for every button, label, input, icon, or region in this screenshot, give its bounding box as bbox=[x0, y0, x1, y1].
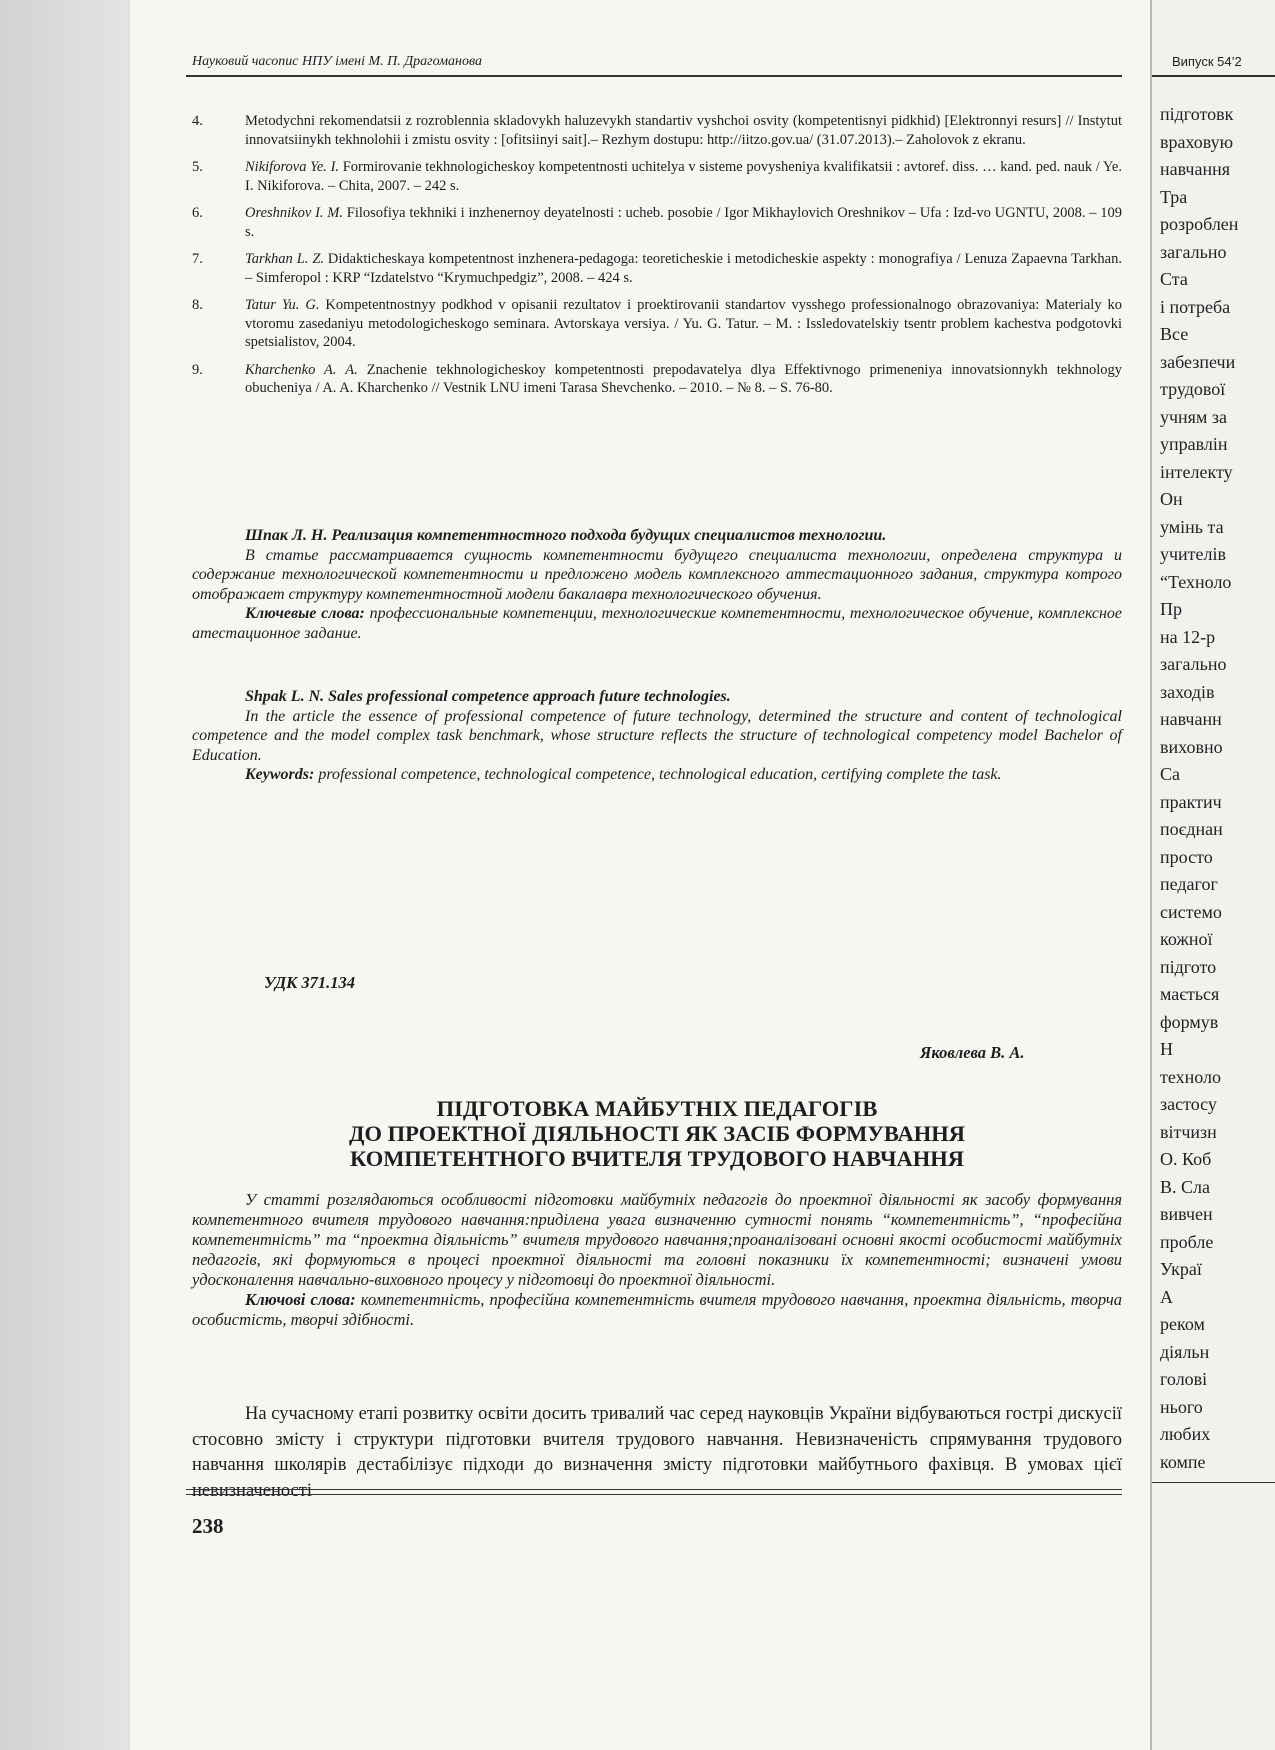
title-line: ДО ПРОЕКТНОЇ ДІЯЛЬНОСТІ ЯК ЗАСІБ ФОРМУВАННЯ bbox=[349, 1121, 965, 1146]
abstract-ru-keywords-label: Ключевые слова: bbox=[245, 605, 365, 622]
adjacent-line: Ста bbox=[1160, 269, 1188, 289]
adjacent-line: умінь та bbox=[1160, 516, 1224, 537]
reference-list bbox=[192, 112, 1122, 407]
abstract-en-keywords-label: Keywords: bbox=[245, 766, 315, 783]
article-author: Яковлева В. А. bbox=[920, 1043, 1025, 1062]
adjacent-line: управлін bbox=[1160, 434, 1228, 454]
adjacent-line: і потреба bbox=[1160, 296, 1231, 317]
adjacent-line: реком bbox=[1160, 1314, 1205, 1334]
adjacent-line: мається bbox=[1160, 984, 1220, 1004]
adjacent-line: на 12-р bbox=[1160, 626, 1216, 647]
abstract-russian bbox=[192, 526, 1122, 643]
adjacent-page-header: Випуск 54’2 bbox=[1172, 54, 1242, 69]
adjacent-line: забезпечи bbox=[1160, 351, 1236, 372]
reference-number: 9. bbox=[192, 361, 203, 378]
reference-text: Kompetentnostnyy podkhod v opisanii rezultatov i proektirovanii standartov vysshego professionalnogo obrazovaniya: Materialy ko vtoromu zasedaniyu metodologicheskogo seminara. Avtorskaya versiya. / Yu. G. Tatur. – M. : Issledovatelskiy tsentr problem kachestva podgotovki spetsialistov, 2004. bbox=[245, 297, 1123, 350]
title-line: ПІДГОТОВКА МАЙБУТНІХ ПЕДАГОГІВ bbox=[436, 1096, 878, 1121]
reference-body bbox=[245, 204, 1122, 241]
footer-rule bbox=[186, 1494, 1122, 1495]
adjacent-line: формув bbox=[1160, 1011, 1219, 1032]
udk-code: УДК 371.134 bbox=[264, 973, 356, 992]
adjacent-line: нього bbox=[1160, 1396, 1203, 1417]
adjacent-line: діяльн bbox=[1160, 1341, 1210, 1362]
reference-author: Tarkhan L. Z. bbox=[245, 251, 325, 267]
abstract-ru-keywords: профессиональные компетенции, технологические компетентности, технологическое обучение, комплексное атестационное задание. bbox=[192, 605, 1123, 642]
abstract-en-title: Shpak L. N. Sales professional competence approach future technologies. bbox=[245, 688, 731, 705]
adjacent-line: Все bbox=[1160, 324, 1189, 344]
adjacent-line: В. Сла bbox=[1160, 1176, 1210, 1197]
adjacent-line: любих bbox=[1160, 1424, 1211, 1444]
adjacent-line: інтелекту bbox=[1160, 461, 1233, 482]
reference-item bbox=[192, 112, 1122, 149]
abstract-ukrainian bbox=[192, 1190, 1122, 1330]
adjacent-header-rule bbox=[1152, 75, 1275, 77]
adjacent-line: загально bbox=[1160, 654, 1227, 674]
reference-number: 4. bbox=[192, 113, 203, 129]
adjacent-line: враховую bbox=[1160, 131, 1234, 152]
adjacent-line: А bbox=[1160, 1286, 1173, 1307]
abstract-ua-keywords-label: Ключові слова: bbox=[245, 1290, 356, 1309]
adjacent-line: вивчен bbox=[1160, 1204, 1213, 1224]
adjacent-line: техноло bbox=[1160, 1066, 1221, 1087]
adjacent-line: Н bbox=[1160, 1039, 1173, 1059]
adjacent-line: О. Коб bbox=[1160, 1149, 1212, 1169]
adjacent-line: Пр bbox=[1160, 599, 1182, 619]
reference-number: 7. bbox=[192, 251, 203, 267]
adjacent-line: учням за bbox=[1160, 406, 1227, 427]
adjacent-line: розроблен bbox=[1160, 214, 1239, 234]
reference-author: Kharchenko A. A. bbox=[245, 361, 358, 378]
reference-text: Filosofiya tekhniki i inzhenernoy deyatelnosti : ucheb. posobie / Igor Mikhaylovich Oreshnikov – Ufa : Izd-vo UGNTU, 2008. – 109 s. bbox=[245, 205, 1122, 240]
reference-item bbox=[192, 361, 1122, 398]
adjacent-line: Он bbox=[1160, 489, 1183, 509]
scan-left-margin bbox=[0, 0, 130, 1750]
adjacent-line: голові bbox=[1160, 1369, 1208, 1389]
adjacent-line: кожної bbox=[1160, 929, 1213, 949]
reference-text: Metodychni rekomendatsii z rozroblennia skladovykh haluzevykh standartiv vyshchoi osvity (kompetentisnyi pidkhid) [Elektronnyi resurs] // Instytut innovatsiinykh tekhnolohii i zmistu osvity : [ofitsiinyi sait].– Rezhym dostupu: http://iitzo.gov.ua/ (31.07.2013).– Zaholovok z ekranu. bbox=[245, 113, 1122, 148]
header-rule bbox=[186, 75, 1122, 77]
adjacent-line: Украї bbox=[1160, 1259, 1202, 1279]
abstract-ua-text: У статті розглядаються особливості підготовки майбутніх педагогів до проектної діяльності як засобу формування компетентного вчителя трудового навчання:приділена увага визначенню сутності понять “компетентність”, “професійна компетентність” та “проектна діяльність” вчителя трудового навчання;проаналізовані основні якості особистості майбутніх педагогів, які формуються в процесі проектної діяльності та головні показники їх компетентності; визначені умови удосконалення навчально-виховного процесу у підготовці до проектної діяльності. bbox=[192, 1190, 1122, 1289]
adjacent-line: навчання bbox=[1160, 159, 1231, 179]
abstract-english bbox=[192, 687, 1122, 785]
abstract-ru-text: В статье рассматривается сущность компетентности будущего специалиста технологии, определена структура и содержание технологической компетентности и предложено модель комплексного аттестационного задания, структура котрого отображает структуру компетентностной модели бакалавра технологического обучения. bbox=[192, 546, 1122, 603]
page-number: 238 bbox=[192, 1514, 224, 1538]
adjacent-line: загально bbox=[1160, 241, 1227, 262]
reference-item bbox=[192, 250, 1122, 287]
adjacent-footer-rule bbox=[1152, 1482, 1275, 1483]
reference-author: Oreshnikov I. M. bbox=[245, 205, 344, 221]
adjacent-line: учителів bbox=[1160, 544, 1227, 564]
reference-item bbox=[192, 296, 1122, 352]
reference-text: Didakticheskaya kompetentnost inzhenera-pedagoga: teoreticheskie i metodicheskie aspekty : monografiya / Lenuza Zapaevna Tarkhan. – Simferopol : KRP “Izdatelstvo “Krymuchpedgiz”, 2008. – 424 s. bbox=[245, 251, 1122, 286]
reference-item bbox=[192, 158, 1122, 195]
reference-item bbox=[192, 204, 1122, 241]
footer-rule bbox=[186, 1489, 1122, 1490]
adjacent-line: компе bbox=[1160, 1451, 1206, 1472]
body-paragraph: На сучасному етапі розвитку освіти досить тривалий час серед науковців України відбуваються гострі дискусії стосовно змісту і структури підготовки вчителя трудового навчання. Невизначеність спрямування трудового навчання школярів дестабілізує підходи до визначення змісту підготовки майбутнього фахівця. В умовах цієї невизначеності bbox=[192, 1404, 1122, 1501]
adjacent-line: “Техноло bbox=[1160, 571, 1232, 592]
adjacent-line: пробле bbox=[1160, 1231, 1214, 1252]
adjacent-line: поєднан bbox=[1160, 819, 1223, 839]
reference-body bbox=[245, 296, 1122, 352]
adjacent-line: педагог bbox=[1160, 874, 1218, 894]
adjacent-page bbox=[1150, 0, 1275, 1750]
adjacent-line: заходів bbox=[1160, 681, 1215, 702]
reference-text: Znachenie tekhnologicheskoy kompetentnosti prepodavatelya dlya Effektivnogo primeneniya innovatsionnykh tekhnology obucheniya / A. A. Kharchenko // Vestnik LNU imeni Tarasa Shevchenko. – 2010. – № 8. – S. 76-80. bbox=[245, 361, 1122, 396]
adjacent-line: виховно bbox=[1160, 736, 1223, 757]
abstract-ua-keywords: компетентність, професійна компетентність вчителя трудового навчання, проектна діяльність, творча особистість, творчі здібності. bbox=[192, 1290, 1122, 1329]
adjacent-line: системо bbox=[1160, 901, 1222, 922]
reference-author: Tatur Yu. G. bbox=[245, 297, 320, 313]
adjacent-line: підгото bbox=[1160, 956, 1217, 977]
adjacent-line: трудової bbox=[1160, 379, 1226, 399]
abstract-ru-title: Шпак Л. Н. Реализация компетентностного подхода будущих специалистов технологии. bbox=[245, 527, 887, 544]
adjacent-line: Тра bbox=[1160, 186, 1188, 207]
journal-header: Науковий часопис НПУ імені М. П. Драгоманова bbox=[192, 54, 482, 69]
abstract-en-keywords: professional competence, technological competence, technological education, certifying complete the task. bbox=[314, 766, 1002, 783]
reference-text: Formirovanie tekhnologicheskoy kompetentnosti uchitelya v sisteme povysheniya kvalifikatsii : avtoref. diss. … kand. ped. nauk / Ye. I. Nikiforova. – Chita, 2007. – 242 s. bbox=[245, 159, 1122, 194]
adjacent-line: застосу bbox=[1160, 1094, 1217, 1114]
reference-author: Nikiforova Ye. I. bbox=[245, 159, 340, 175]
title-line: КОМПЕТЕНТНОГО ВЧИТЕЛЯ ТРУДОВОГО НАВЧАННЯ bbox=[349, 1146, 965, 1171]
adjacent-line: практич bbox=[1160, 791, 1222, 812]
article-title bbox=[192, 1096, 1122, 1171]
reference-body bbox=[245, 361, 1122, 398]
adjacent-line: просто bbox=[1160, 846, 1213, 867]
adjacent-line: навчанн bbox=[1160, 709, 1222, 729]
reference-number: 5. bbox=[192, 159, 203, 175]
reference-number: 8. bbox=[192, 297, 203, 313]
reference-body bbox=[245, 250, 1122, 287]
adjacent-line: вітчизн bbox=[1160, 1121, 1217, 1142]
abstract-en-text: In the article the essence of professional competence of future technology, determined the structure and content of technological competence and the model complex task benchmark, whose structure reflects the structure of technological competency model Bachelor of Education. bbox=[192, 707, 1122, 764]
adjacent-line: Са bbox=[1160, 764, 1180, 784]
reference-number: 6. bbox=[192, 205, 203, 221]
adjacent-line: підготовк bbox=[1160, 104, 1234, 124]
reference-body bbox=[245, 158, 1122, 195]
